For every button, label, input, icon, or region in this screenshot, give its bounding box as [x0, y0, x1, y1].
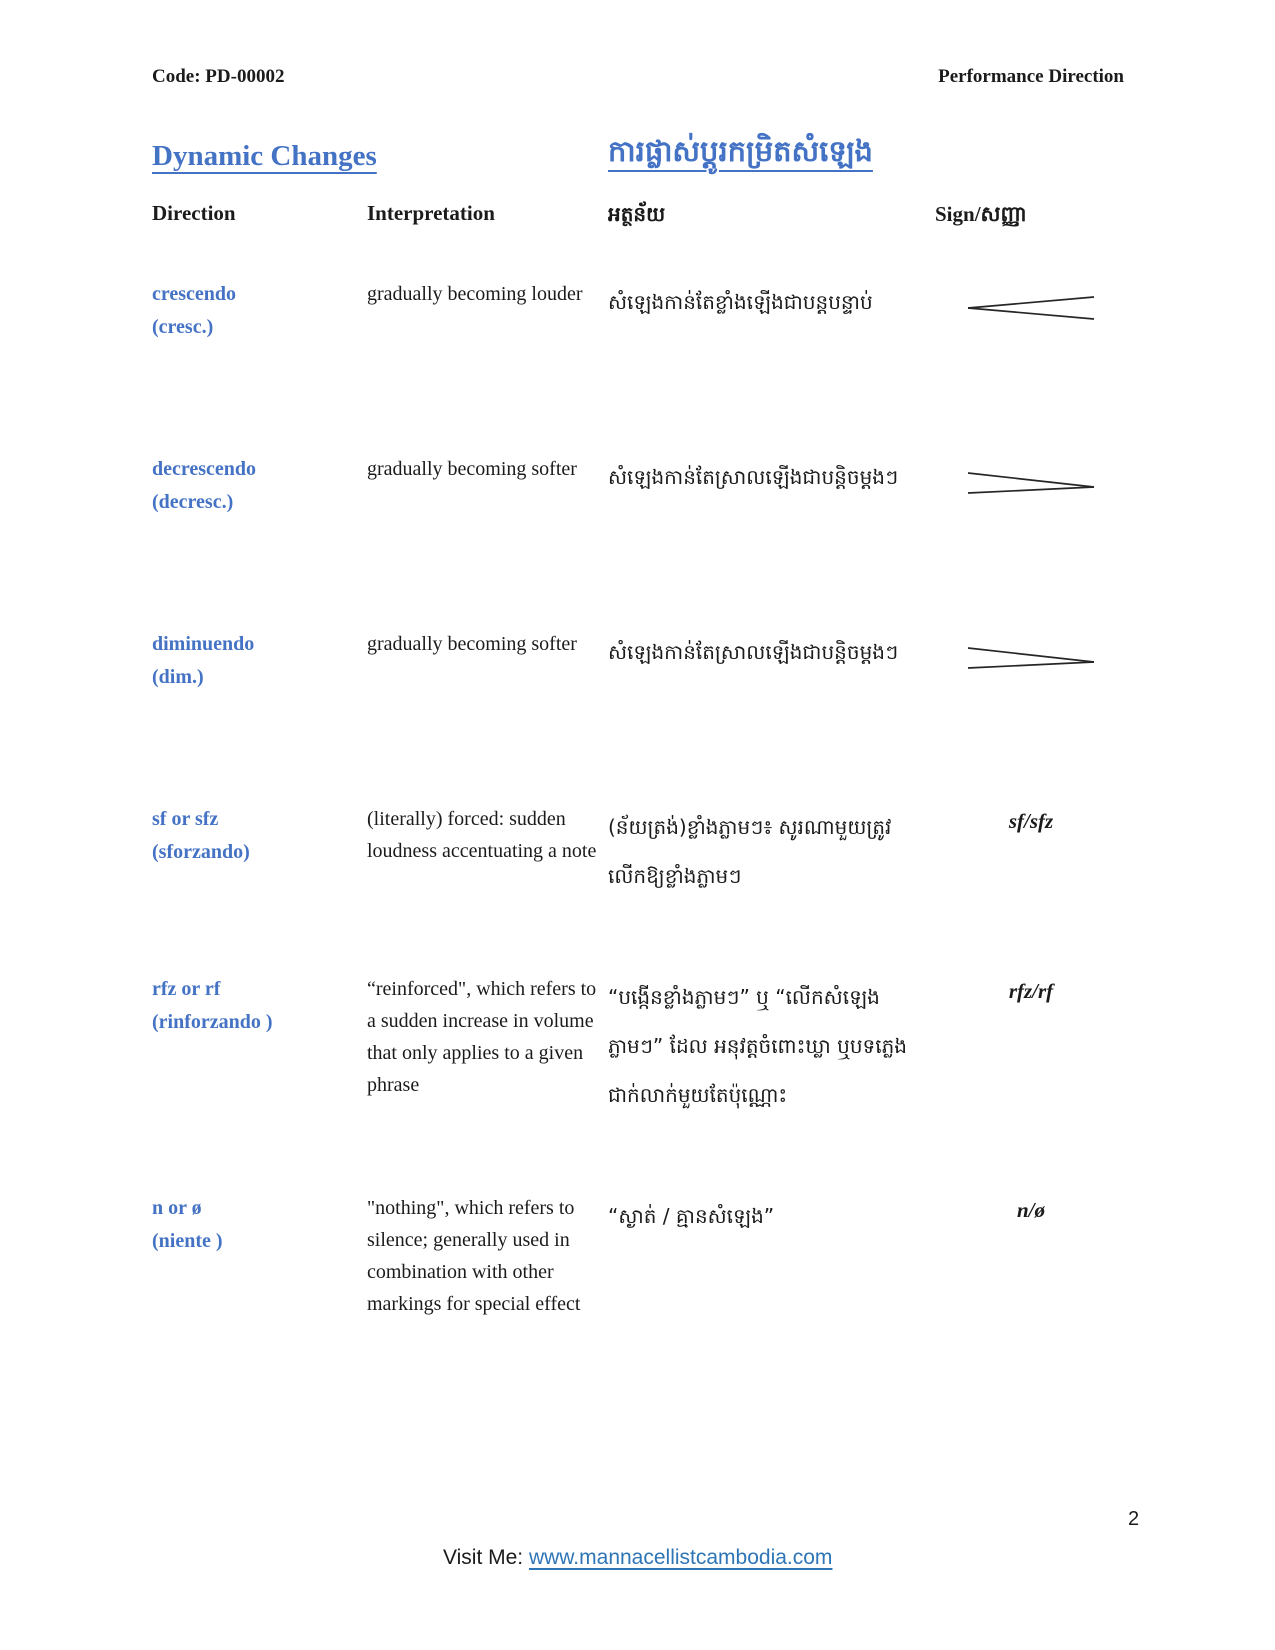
interpretation-cell: "nothing", which refers to silence; generally used in combination with other markings for special effect [367, 1197, 581, 1315]
column-header-interpretation: Interpretation [367, 201, 495, 225]
decrescendo-hairpin-icon [966, 467, 1096, 506]
page-footer [443, 1546, 832, 1570]
page-header [152, 66, 1124, 88]
direction-abbreviation: (cresc.) [152, 316, 214, 338]
direction-term: n or ø [152, 1197, 202, 1219]
direction-term: decrescendo [152, 458, 257, 480]
footer-label: Visit Me: [443, 1546, 529, 1569]
direction-cell [152, 278, 357, 344]
interpretation-cell: gradually becoming softer [367, 458, 577, 480]
direction-cell [152, 803, 357, 869]
sign-symbol: rfz/rf [1008, 979, 1054, 1003]
meaning-cell: សំឡេងកាន់តែស្រាលឡើងជាបន្តិចម្តងៗ [608, 465, 899, 489]
crescendo-hairpin-icon [966, 292, 1096, 331]
meaning-cell: “បង្កើនខ្លាំងភ្លាមៗ” ឬ “លើកសំឡេងភ្លាមៗ” ដែល អនុវត្តចំពោះឃ្លា ឬបទភ្លេងជាក់លាក់មួយតែប៉ុណ្ណោះ [608, 985, 907, 1107]
interpretation-cell: gradually becoming softer [367, 633, 577, 655]
page-number: 2 [1128, 1508, 1140, 1530]
direction-cell [152, 973, 357, 1039]
direction-abbreviation: (sforzando) [152, 841, 250, 863]
direction-abbreviation: (dim.) [152, 666, 204, 688]
direction-term: crescendo [152, 283, 237, 305]
section-title-english: Dynamic Changes [152, 140, 377, 172]
direction-term: diminuendo [152, 633, 255, 655]
sign-cell [935, 803, 1127, 834]
meaning-cell: (ន័យត្រង់)ខ្លាំងភ្លាមៗ៖ សូរណាមួយត្រូវលើកឱ្យខ្លាំងភ្លាមៗ [608, 815, 892, 888]
direction-cell [152, 628, 357, 694]
meaning-cell: “ស្ងាត់ / គ្មានសំឡេង” [608, 1204, 775, 1228]
column-header-direction: Direction [152, 201, 236, 225]
sign-cell [935, 628, 1127, 681]
direction-cell [152, 1192, 357, 1258]
sign-symbol: sf/sfz [1008, 809, 1054, 833]
sign-cell [935, 453, 1127, 506]
footer-website-link[interactable]: www.mannacellistcambodia.com [528, 1546, 833, 1569]
direction-term: sf or sfz [152, 808, 219, 830]
meaning-cell: សំឡេងកាន់តែស្រាលឡើងជាបន្តិចម្តងៗ [608, 640, 899, 664]
decrescendo-hairpin-icon [966, 642, 1096, 681]
document-category: Performance Direction [938, 66, 1124, 87]
meaning-cell: សំឡេងកាន់តែខ្លាំងឡើងជាបន្តបន្ទាប់ [608, 290, 873, 314]
section-title-khmer: ការផ្លាស់ប្តូរកម្រិតសំឡេង [608, 134, 873, 168]
sign-cell [935, 278, 1127, 331]
interpretation-cell: (literally) forced: sudden loudness accentuating a note [367, 808, 597, 862]
interpretation-cell: gradually becoming louder [367, 283, 583, 305]
sign-cell [935, 1192, 1127, 1223]
direction-abbreviation: (rinforzando ) [152, 1011, 273, 1033]
sign-symbol: n/ø [1016, 1198, 1045, 1222]
interpretation-cell: “reinforced", which refers to a sudden increase in volume that only applies to a given phrase [367, 978, 597, 1096]
column-header-meaning: អត្ថន័យ [608, 202, 666, 226]
sign-cell [935, 973, 1127, 1004]
direction-abbreviation: (niente ) [152, 1230, 223, 1252]
direction-cell [152, 453, 357, 519]
document-code: Code: PD-00002 [152, 66, 285, 87]
direction-term: rfz or rf [152, 978, 221, 1000]
column-header-sign: Sign/សញ្ញា [935, 202, 1027, 226]
direction-abbreviation: (decresc.) [152, 491, 234, 513]
